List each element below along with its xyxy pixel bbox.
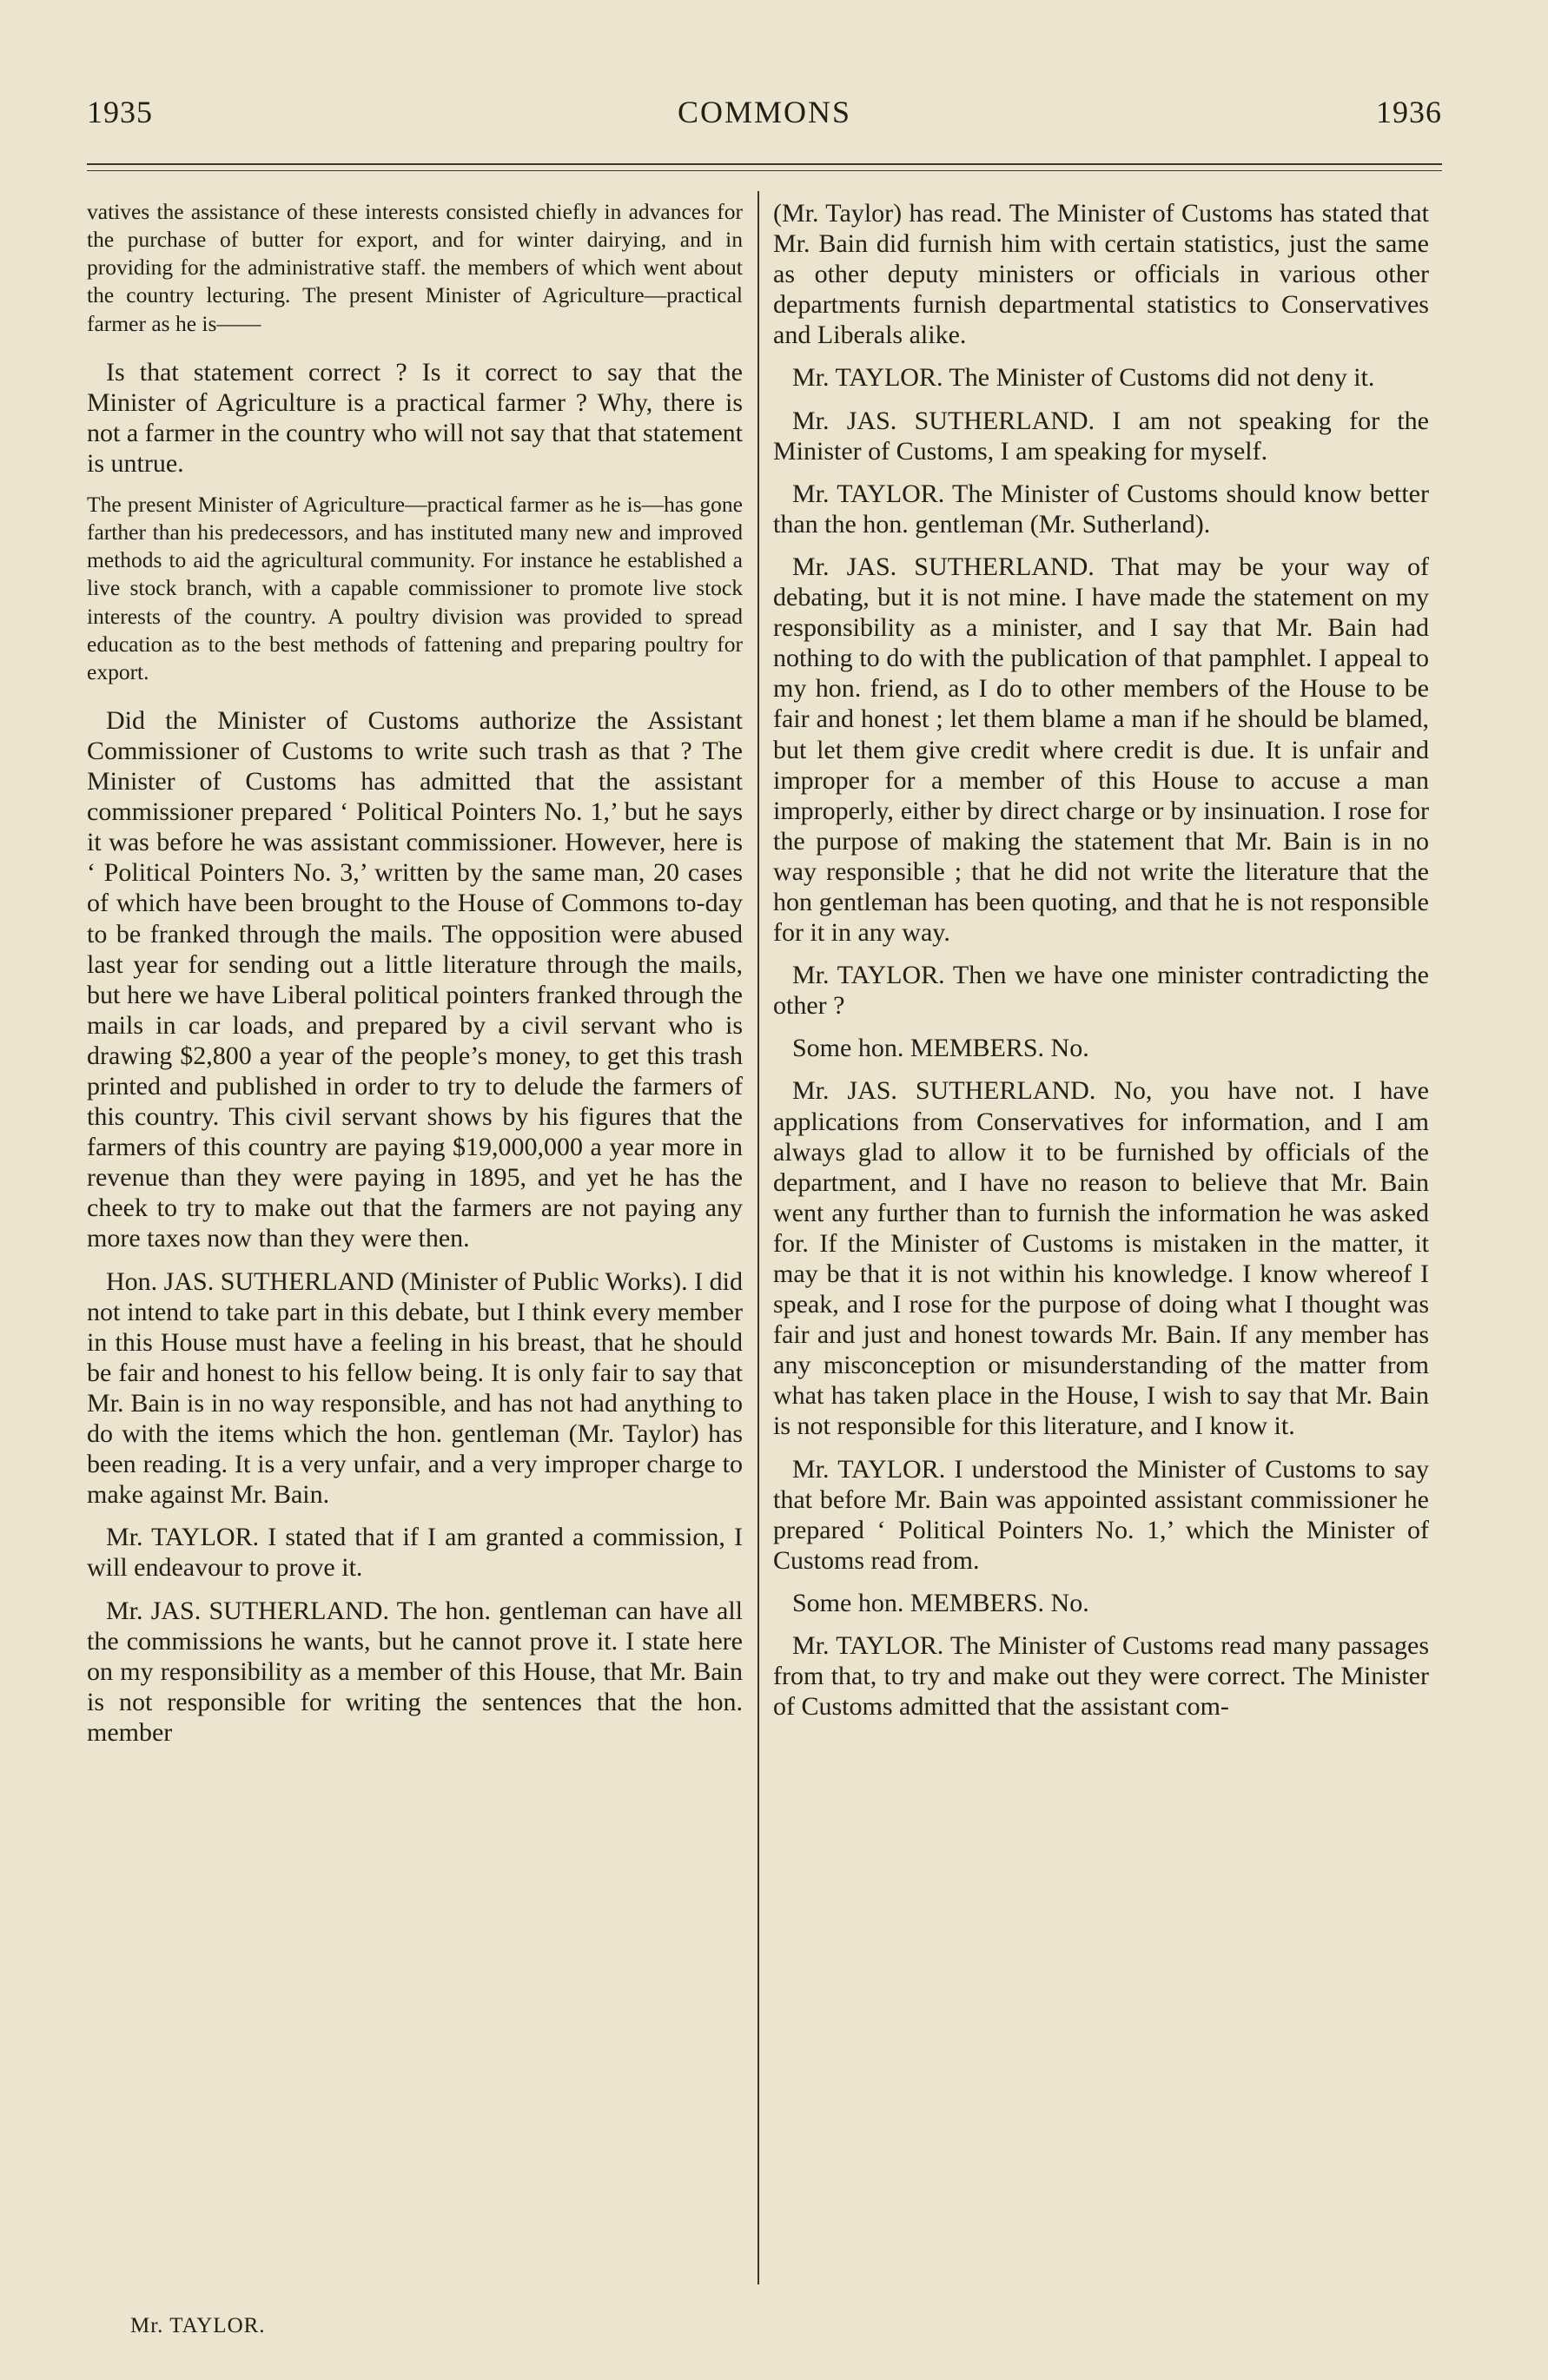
left-column: [87, 198, 743, 1760]
right-column: [773, 198, 1429, 1734]
speech-paragraph: Mr. JAS. SUTHERLAND. I am not speaking for the Minister of Customs, I am speaking for myself.: [773, 406, 1429, 466]
header-rule-thin: [87, 170, 1442, 171]
speech-paragraph: Mr. JAS. SUTHERLAND. The hon. gentleman can have all the commissions he wants, but he cannot prove it. I state here on my responsibility as a member of this House, that Mr. Bain is not responsible for writing the sentences that the hon. member: [87, 1596, 743, 1747]
quoted-passage: vatives the assistance of these interests consisted chiefly in advances for the purchase of butter for export, and for winter dairying, and in providing for the administrative staff. the members of which went about the country lecturing. The present Minister of Agriculture—practical farmer as he is——: [87, 199, 743, 336]
speech-paragraph: Some hon. MEMBERS. No.: [792, 1588, 1089, 1617]
right-page-number: 1936: [1376, 95, 1442, 129]
page-header: [87, 94, 1442, 137]
speech-paragraph: (Mr. Taylor) has read. The Minister of Customs has stated that Mr. Bain did furnish him with certain statistics, just the same as other deputy ministers or officials in various other departments furnish departmental statistics to Conservatives and Liberals alike.: [773, 199, 1429, 350]
speech-paragraph: Mr. JAS. SUTHERLAND. That may be your way of debating, but it is not mine. I have made the statement on my responsibility as a minister, and I say that Mr. Bain had nothing to do with the publication of that pamphlet. I appeal to my hon. friend, as I do to other members of the House to be fair and honest ; let them blame a man if he should be blamed, but let them give credit where credit is due. It is unfair and improper for a member of this House to accuse a man improperly, either by direct charge or by insinuation. I rose for the purpose of making the statement that Mr. Bain is in no way responsible ; that he did not write the literature that the hon gentleman has been quoting, and that he is not responsible for it in any way.: [773, 552, 1429, 948]
left-page-number: 1935: [87, 95, 153, 129]
speech-paragraph: Is that statement correct ? Is it correct to say that the Minister of Agriculture is a practical farmer ? Why, there is not a farmer in the country who will not say that that statement is untrue.: [87, 357, 743, 478]
running-foot: Mr. TAYLOR.: [130, 2314, 266, 2337]
speech-paragraph: Mr. JAS. SUTHERLAND. No, you have not. I have applications from Conservatives for information, and I am always glad to allow it to be furnished by officials of the department, and I have no reason to believe that Mr. Bain went any further than to furnish the information he was asked for. If the Minister of Customs is mistaken in the matter, it may be that it is not within his knowledge. I know whereof I speak, and I rose for the purpose of doing what I thought was fair and just and honest towards Mr. Bain. If any member has any misconception or misunderstanding of the matter from what has taken place in the House, I wish to say that Mr. Bain is not responsible for this literature, and I know it.: [773, 1076, 1429, 1441]
speech-paragraph: Hon. JAS. SUTHERLAND (Minister of Public Works). I did not intend to take part in this debate, but I think every member in this House must have a feeling in his breast, that he should be fair and honest to his fellow being. It is only fair to say that Mr. Bain is in no way responsible, and has not had anything to do with the items which the hon. gentleman (Mr. Taylor) has been reading. It is a very unfair, and a very improper charge to make against Mr. Bain.: [87, 1266, 743, 1510]
header-rule: [87, 163, 1442, 165]
speech-paragraph: Some hon. MEMBERS. No.: [792, 1034, 1089, 1063]
speech-paragraph: Mr. TAYLOR. Then we have one minister contradicting the other ?: [773, 961, 1429, 1021]
quoted-passage: The present Minister of Agriculture—practical farmer as he is—has gone farther than his predecessors, and has instituted many new and improved methods to aid the agricultural community. For instance he established a live stock branch, with a capable commissioner to promote live stock interests of the country. A poultry division was provided to spread education as to the best methods of fattening and preparing poultry for export.: [87, 492, 743, 684]
column-divider: [757, 191, 759, 2284]
speech-paragraph: Mr. TAYLOR. The Minister of Customs should know better than the hon. gentleman (Mr. Sutherland).: [773, 479, 1429, 539]
header-title: COMMONS: [677, 95, 852, 129]
speech-paragraph: Mr. TAYLOR. I understood the Minister of Customs to say that before Mr. Bain was appointed assistant commissioner he prepared ‘ Political Pointers No. 1,’ which the Minister of Customs read from.: [773, 1454, 1429, 1575]
speech-paragraph: Mr. TAYLOR. The Minister of Customs read many passages from that, to try and make out they were correct. The Minister of Customs admitted that the assistant com-: [773, 1631, 1429, 1722]
speech-paragraph: Mr. TAYLOR. The Minister of Customs did not deny it.: [792, 363, 1375, 393]
speech-paragraph: Mr. TAYLOR. I stated that if I am granted a commission, I will endeavour to prove it.: [87, 1523, 743, 1583]
speech-paragraph: Did the Minister of Customs authorize the Assistant Commissioner of Customs to write such trash as that ? The Minister of Customs has admitted that the assistant commissioner prepared ‘ Political Pointers No. 1,’ but he says it was before he was assistant commissioner. However, here is ‘ Political Pointers No. 3,’ written by the same man, 20 cases of which have been brought to the House of Commons to-day to be franked through the mails. The opposition were abused last year for sending out a little literature through the mails, but here we have Liberal political pointers franked through the mails in car loads, and prepared by a civil servant who is drawing $2,800 a year of the people’s money, to get this trash printed and published in order to try to delude the farmers of this country. This civil servant shows by his figures that the farmers of this country are paying $19,000,000 a year more in revenue than they were paying in 1895, and yet he has the cheek to try to make out that the farmers are not paying any more taxes now than they were then.: [87, 705, 743, 1253]
